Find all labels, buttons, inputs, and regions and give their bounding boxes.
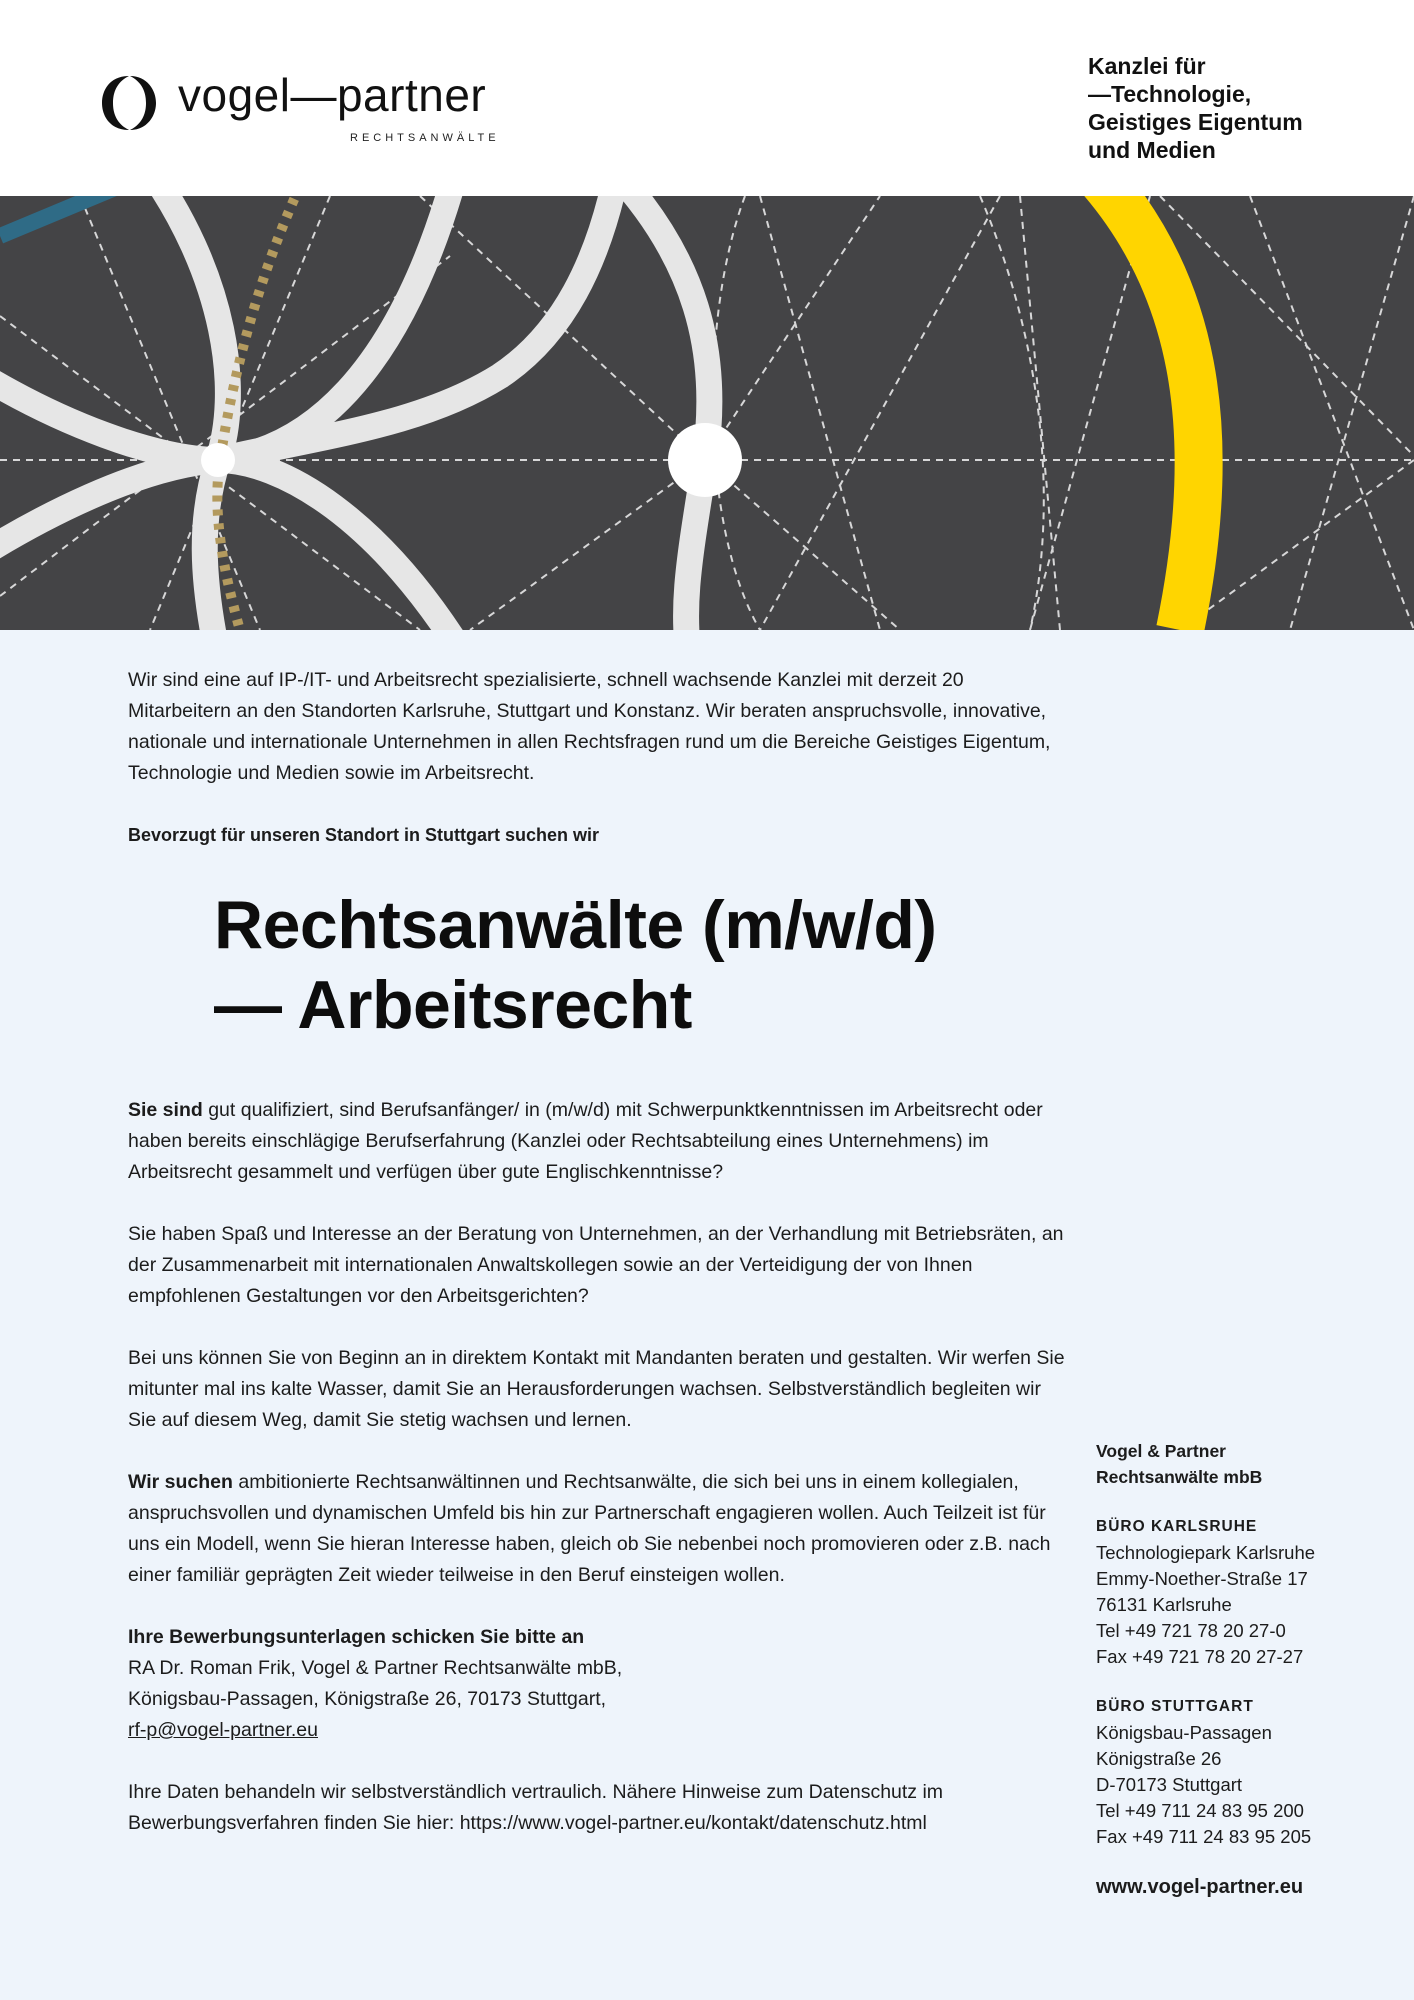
- address-line: Technologiepark Karlsruhe: [1096, 1542, 1316, 1563]
- logo-subtitle: RECHTSANWÄLTE: [350, 132, 500, 144]
- header: [0, 0, 1414, 196]
- paragraph-wir-suchen: [128, 1467, 1068, 1591]
- email-link[interactable]: rf-p@vogel-partner.eu: [128, 1719, 318, 1741]
- privacy-paragraph: Ihre Daten behandeln wir selbstverständlich vertraulich. Nähere Hinweise zum Datenschutz im Bewerbungsverfahren finden Sie hier: https://www.vogel-partner.eu/kontakt/datenschutz.html: [128, 1781, 944, 1834]
- address-line: Königstraße 26: [1096, 1748, 1222, 1769]
- address-line: Königsbau-Passagen: [1096, 1722, 1272, 1743]
- firm-name-line: Vogel & Partner: [1096, 1441, 1226, 1461]
- fax-line: Fax +49 721 78 20 27-27: [1096, 1646, 1304, 1667]
- bold-lead: Sie sind: [128, 1099, 203, 1121]
- tagline-line: —Technologie,: [1088, 81, 1252, 107]
- firm-name: [1096, 1438, 1396, 1490]
- phone-line: Tel +49 721 78 20 27-0: [1096, 1620, 1286, 1641]
- logo-wordmark: vogel—partner: [178, 69, 487, 121]
- geometric-pattern-icon: [0, 196, 1414, 630]
- logo-mark-icon: [100, 74, 158, 132]
- tagline-line: und Medien: [1088, 137, 1216, 163]
- tagline-line: Geistiges Eigentum: [1088, 109, 1303, 135]
- office-karlsruhe-title: BÜRO KARLSRUHE: [1096, 1518, 1258, 1535]
- content-area: [0, 630, 1414, 2000]
- application-heading: Ihre Bewerbungsunterlagen schicken Sie bitte an: [128, 1626, 585, 1648]
- application-line: Königsbau-Passagen, Königstraße 26, 70173 Stuttgart,: [128, 1688, 607, 1710]
- address-line: Emmy-Noether-Straße 17: [1096, 1568, 1308, 1589]
- address-line: 76131 Karlsruhe: [1096, 1594, 1232, 1615]
- headline: [214, 885, 1068, 1045]
- paragraph-text: gut qualifiziert, sind Berufsanfänger/ in (m/w/d) mit Schwerpunktkenntnissen im Arbeitsrecht oder haben bereits einschlägige Berufserfahrung (Kanzlei oder Rechtsabteilung eines Unternehmens) im Arbeitsrecht gesammelt und verfügen über gute Englischkenntnisse?: [128, 1099, 1043, 1183]
- tagline: [1088, 52, 1303, 164]
- lead-text: Bevorzugt für unseren Standort in Stuttgart suchen wir: [128, 825, 600, 845]
- website-link[interactable]: www.vogel-partner.eu: [1096, 1876, 1304, 1898]
- paragraph-beginn: Bei uns können Sie von Beginn an in direktem Kontakt mit Mandanten beraten und gestalten. Wir werfen Sie mitunter mal ins kalte Wasser, damit Sie an Herausforderungen wachsen. Selbstverständlich begleiten wir Sie auf diesem Weg, damit Sie stetig wachsen und lernen.: [128, 1347, 1065, 1431]
- main-column: [128, 665, 1068, 1839]
- firm-name-line: Rechtsanwälte mbB: [1096, 1467, 1263, 1487]
- fax-line: Fax +49 711 24 83 95 205: [1096, 1826, 1312, 1847]
- paragraph-spass: Sie haben Spaß und Interesse an der Beratung von Unternehmen, an der Verhandlung mit Betriebsräten, an der Zusammenarbeit mit internationalen Anwaltskollegen sowie an der Verteidigung der von Ihnen empfohlenen Gestaltungen vor den Arbeitsgerichten?: [128, 1223, 1064, 1307]
- sidebar-contact: [1096, 1438, 1396, 1900]
- bold-lead: Wir suchen: [128, 1471, 233, 1493]
- application-line: RA Dr. Roman Frik, Vogel & Partner Rechtsanwälte mbB,: [128, 1657, 623, 1679]
- banner-graphic: [0, 196, 1414, 630]
- tagline-line: Kanzlei für: [1088, 53, 1206, 79]
- office-stuttgart-title: BÜRO STUTTGART: [1096, 1698, 1254, 1715]
- phone-line: Tel +49 711 24 83 95 200: [1096, 1800, 1304, 1821]
- address-line: D-70173 Stuttgart: [1096, 1774, 1243, 1795]
- paragraph-sie-sind: [128, 1095, 1068, 1188]
- paragraph-text: ambitionierte Rechtsanwältinnen und Rechtsanwälte, die sich bei uns in einem kollegialen, anspruchsvollen und dynamischen Umfeld bis hin zur Partnerschaft engagieren wollen. Auch Teilzeit ist für uns ein Modell, wenn Sie hieran Interesse haben, gleich ob Sie nebenbei noch promovieren oder z.B. nach einer familiär geprägten Zeit wieder teilweise in den Beruf einsteigen wollen.: [128, 1471, 1051, 1586]
- headline-line-2: — Arbeitsrecht: [214, 967, 692, 1043]
- intro-paragraph: Wir sind eine auf IP-/IT- und Arbeitsrecht spezialisierte, schnell wachsende Kanzlei mit derzeit 20 Mitarbeitern an den Standorten Karlsruhe, Stuttgart und Konstanz. Wir beraten anspruchsvolle, innovative, nationale und internationale Unternehmen in allen Rechtsfragen rund um die Bereiche Geistiges Eigentum, Technologie und Medien sowie im Arbeitsrecht.: [128, 669, 1051, 784]
- application-block: [128, 1622, 1068, 1746]
- headline-line-1: Rechtsanwälte (m/w/d): [214, 887, 937, 963]
